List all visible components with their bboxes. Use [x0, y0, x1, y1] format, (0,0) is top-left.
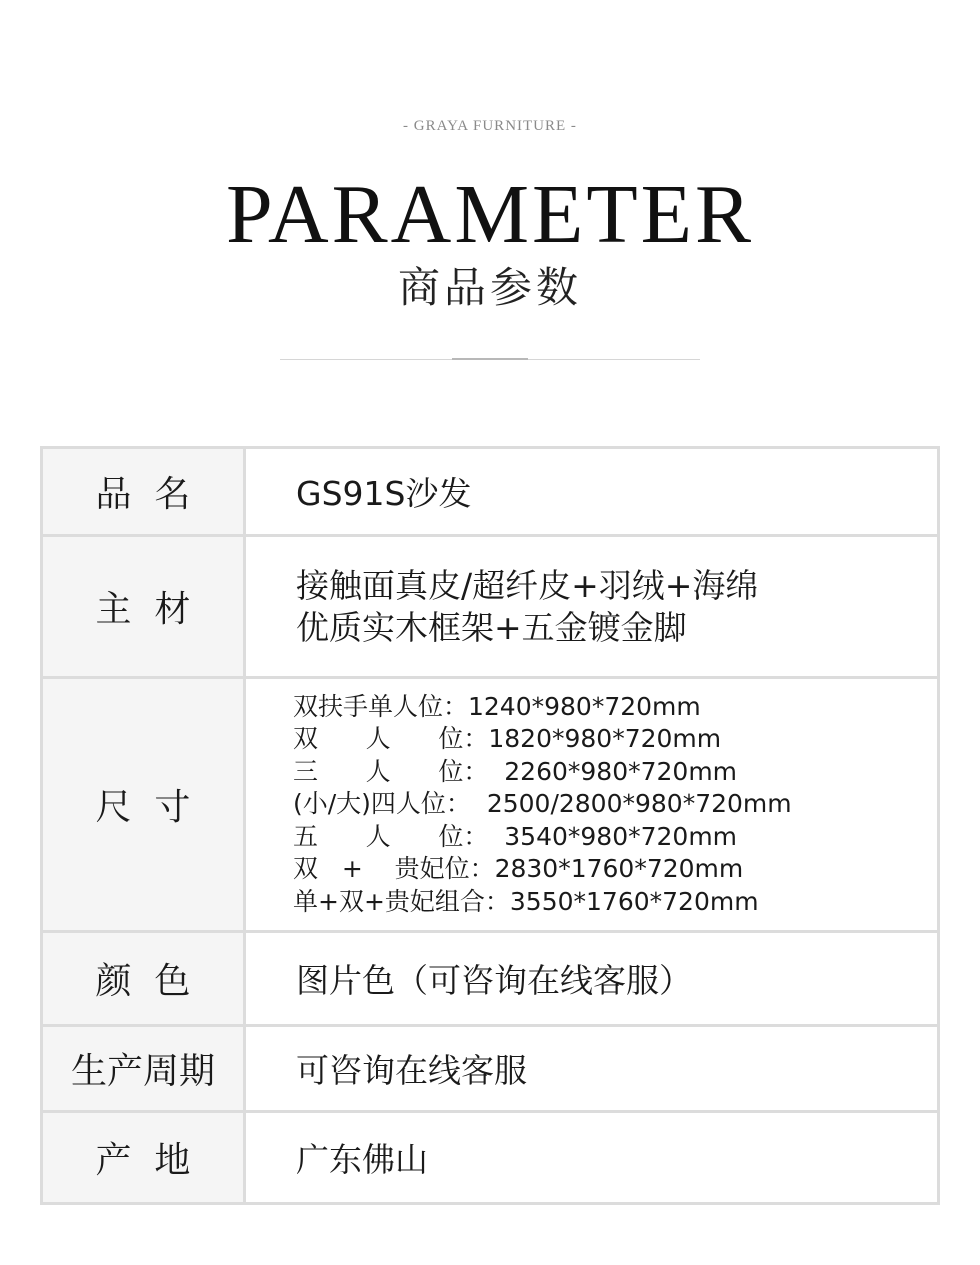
page-title: PARAMETER — [225, 168, 754, 261]
row-label: 尺 寸 — [42, 678, 245, 932]
size-line: 双 人 位：1820*980*720mm — [293, 724, 722, 754]
brand-tagline: - GRAYA FURNITURE - — [403, 118, 577, 134]
row-label: 品 名 — [42, 448, 245, 536]
size-line: 五 人 位： 3540*980*720mm — [293, 821, 738, 851]
row-label: 产 地 — [42, 1112, 245, 1204]
table-row-color — [42, 932, 939, 1026]
table-row-product-name — [42, 448, 939, 536]
size-line: 双 + 贵妃位：2830*1760*720mm — [293, 854, 744, 884]
row-value — [245, 678, 939, 932]
table-row-material — [42, 536, 939, 678]
row-value — [245, 536, 939, 678]
table-row-size — [42, 678, 939, 932]
row-label: 颜 色 — [42, 932, 245, 1026]
table-row-production-period — [42, 1026, 939, 1112]
table-row-origin — [42, 1112, 939, 1204]
size-line: 三 人 位： 2260*980*720mm — [293, 756, 738, 786]
page-subtitle: 商品参数 — [397, 263, 582, 312]
row-label: 生产周期 — [42, 1026, 245, 1112]
row-value: GS91S沙发 — [245, 448, 939, 536]
parameter-table — [40, 446, 940, 1205]
row-value: 可咨询在线客服 — [245, 1026, 939, 1112]
size-line: (小/大)四人位： 2500/2800*980*720mm — [293, 789, 792, 819]
row-label: 主 材 — [42, 536, 245, 678]
material-line: 接触面真皮/超纤皮+羽绒+海绵 — [296, 565, 759, 605]
row-value: 图片色（可咨询在线客服） — [245, 932, 939, 1026]
material-line: 优质实木框架+五金镀金脚 — [296, 607, 687, 647]
header-divider-accent — [452, 358, 528, 360]
size-line: 双扶手单人位：1240*980*720mm — [293, 692, 701, 722]
row-value: 广东佛山 — [245, 1112, 939, 1204]
size-line: 单+双+贵妃组合：3550*1760*720mm — [293, 886, 759, 916]
